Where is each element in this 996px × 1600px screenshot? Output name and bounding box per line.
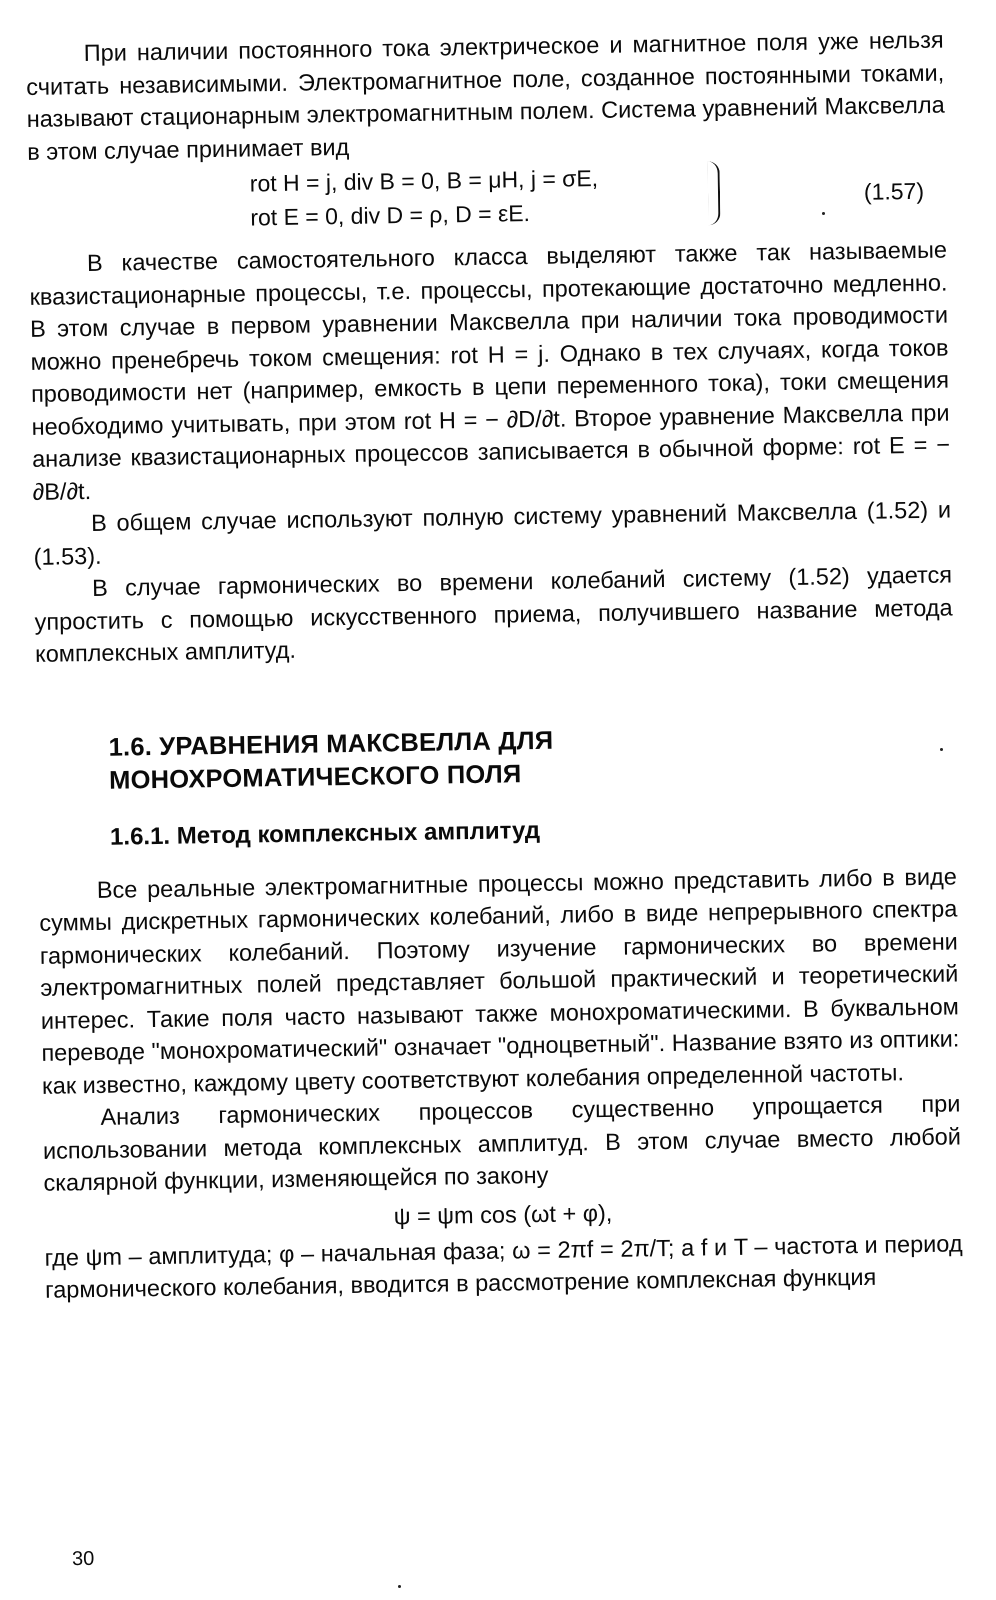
equation-1-57 bbox=[28, 156, 947, 242]
section-title bbox=[108, 718, 955, 797]
equation-lines bbox=[250, 161, 599, 234]
paragraph-definitions: где ψm – амплитуда; φ – начальная фаза; ω = 2πf = 2π/T; а f и T – частота и период гармонического колебания, вводится в рассмотрение комплексная функция bbox=[44, 1229, 963, 1303]
page-content bbox=[25, 24, 963, 1307]
formula-psi: ψ = ψm cos (ωt + φ), bbox=[393, 1199, 613, 1229]
section-title-line-1: 1.6. УРАВНЕНИЯ МАКСВЕЛЛА ДЛЯ bbox=[108, 726, 554, 762]
equation-line-1: rot H = j, div B = 0, B = μH, j = σE, bbox=[249, 164, 599, 197]
page-number: 30 bbox=[71, 1547, 95, 1571]
equation-line-2: rot E = 0, div D = ρ, D = εE. bbox=[250, 200, 531, 231]
paragraph-quasistationary: В качестве самостоятельного класса выделяют также так называемые квазистационарные процессы, т.е. процессы, протекающие достаточно медленно. В этом случае в первом уравнении Максвелла при наличии тока проводимости можно пренебречь током смещения: rot H = j. Однако в тех случаях, когда токов проводимости нет (например, емкость в цепи переменного тока), токи смещения необходимо учитывать, при этом rot H = − ∂D/∂t. Второе уравнение Максвелла при анализе квазистационарных процессов записывается в обычной форме: rot E = − ∂B/∂t. bbox=[29, 236, 951, 505]
paragraph-harmonic: В случае гармонических во времени колебаний систему (1.52) удается упростить с помощью искусственного приема, получившего название метода комплексных амплитуд. bbox=[34, 561, 953, 667]
equation-number: (1.57) bbox=[863, 177, 925, 205]
subsection-title: 1.6.1. Метод комплексных амплитуд bbox=[109, 816, 541, 851]
paragraph-general-case: В общем случае используют полную систему уравнений Максвелла (1.52) и (1.53). bbox=[33, 496, 952, 570]
right-brace bbox=[708, 161, 721, 225]
section-title-line-2: МОНОХРОМАТИЧЕСКОГО ПОЛЯ bbox=[108, 759, 522, 795]
scan-speck bbox=[822, 212, 825, 215]
scan-speck bbox=[398, 1585, 401, 1588]
paragraph-complex-amplitudes: Анализ гармонических процессов существенно упрощается при использовании метода комплексных амплитуд. В этом случае вместо любой скалярной функции, изменяющейся по закону bbox=[42, 1090, 962, 1196]
scan-speck bbox=[940, 748, 943, 751]
paragraph-monochromatic: Все реальные электромагнитные процессы можно представить либо в виде суммы дискретных гармонических колебаний, либо в виде непрерывного спектра гармонических колебаний. Поэтому изучение гармонических во времени электромагнитных полей представляет большой практический и теоретический интерес. Такие поля часто называют также монохроматическими. В буквальном переводе "монохроматический" означает "одноцветный". Название взято из оптики: как известно, каждому цвету соответствуют колебания определенной частоты. bbox=[39, 862, 960, 1099]
paragraph-stationary-field: При наличии постоянного тока электрическое и магнитное поля уже нельзя считать независимыми. Электромагнитное поле, созданное постоянными токами, называют стационарным электромагнитным полем. Система уравнений Максвелла в этом случае принимает вид bbox=[26, 26, 945, 165]
